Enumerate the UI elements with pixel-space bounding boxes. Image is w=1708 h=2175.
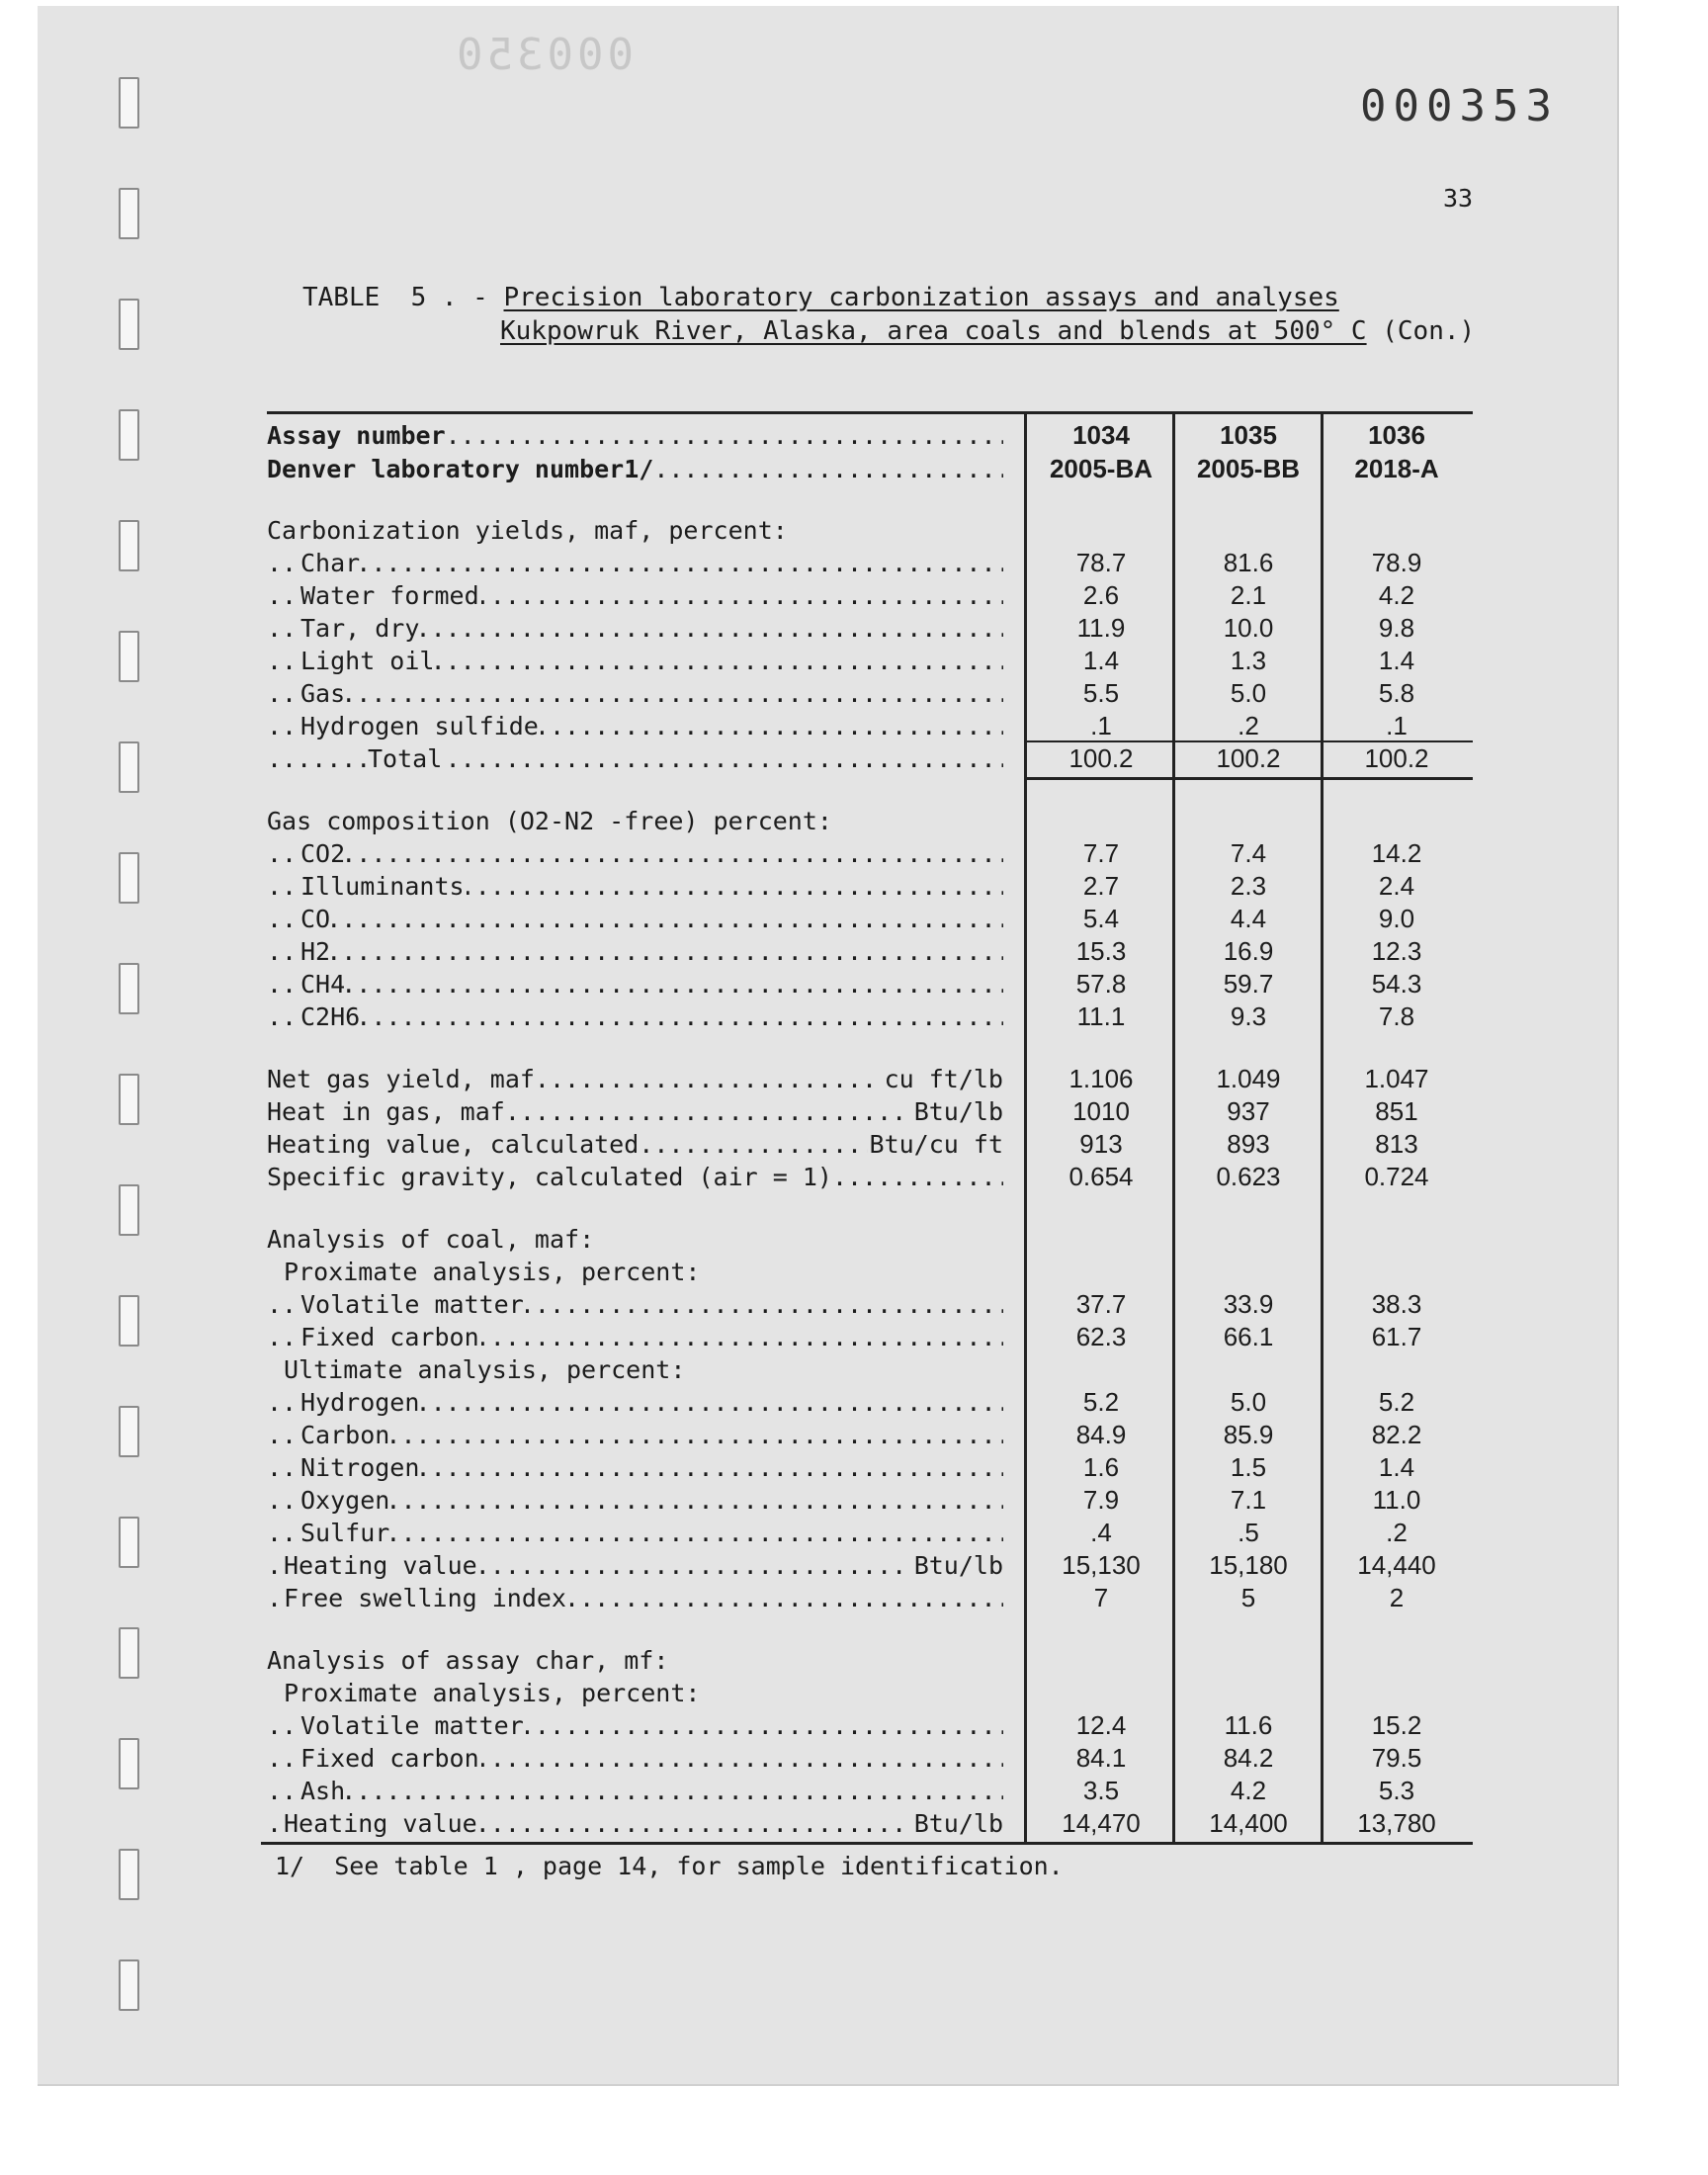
table-row — [267, 645, 1473, 677]
table-row — [267, 1709, 1473, 1742]
row-label — [267, 968, 1003, 1000]
row-label — [267, 419, 1003, 452]
cell-value: 38.3 — [1371, 1289, 1422, 1319]
row-label-text: Ash — [300, 1777, 346, 1805]
row-label — [267, 1484, 1003, 1517]
table-row — [267, 1095, 1473, 1128]
row-label — [267, 1128, 1003, 1161]
row-label-text: Heating value — [284, 1551, 477, 1580]
table-row — [267, 1128, 1473, 1161]
cell-value: 893 — [1227, 1129, 1270, 1159]
row-label — [267, 1386, 1003, 1419]
table-row — [267, 935, 1473, 968]
row-label-text: Hydrogen sulfide — [300, 712, 539, 740]
footnote: 1/ See table 1 , page 14, for sample identification. — [275, 1852, 1064, 1880]
row-label-text: Proximate analysis, percent: — [284, 1258, 701, 1286]
cell-value: 0.654 — [1068, 1162, 1134, 1191]
cell-value: 1036 — [1368, 420, 1425, 450]
cell-value: 1.4 — [1082, 646, 1120, 675]
row-label-text: Denver laboratory number1/ — [267, 455, 654, 483]
caption-suffix: (Con.) — [1366, 316, 1476, 346]
row-label-text: Specific gravity, calculated (air = 1) — [267, 1163, 832, 1191]
row-label-text: Gas composition (O2-N2 -free) percent: — [267, 807, 832, 835]
header-row — [267, 453, 1473, 485]
cell-value: 0.724 — [1364, 1162, 1429, 1191]
binder-hole — [119, 77, 139, 129]
cell-value: 78.9 — [1371, 548, 1422, 577]
cell-value: 84.2 — [1223, 1743, 1274, 1773]
header-row — [267, 419, 1473, 452]
cell-value: .1 — [1386, 711, 1408, 740]
binder-hole — [119, 1295, 139, 1347]
cell-value: 5.5 — [1082, 678, 1120, 708]
row-unit: Btu/lb — [913, 1097, 1003, 1126]
binder-hole — [119, 741, 139, 793]
row-label-text: Carbonization yields, maf, percent: — [267, 516, 788, 545]
row-label-text: Assay number — [267, 421, 446, 450]
cell-value: 2 — [1389, 1583, 1405, 1612]
row-label-text: Free swelling index — [284, 1584, 566, 1612]
cell-value: 2005-BA — [1049, 454, 1153, 483]
binder-hole — [119, 299, 139, 350]
cell-value: 7.8 — [1378, 1001, 1415, 1031]
cell-value: 2005-BB — [1196, 454, 1301, 483]
row-label-text: Volatile matter — [300, 1711, 524, 1740]
row-label-text: Illuminants — [300, 872, 465, 901]
cell-value: .1 — [1090, 711, 1112, 740]
binder-hole — [119, 1849, 139, 1900]
cell-value: 4.2 — [1230, 1776, 1267, 1805]
cell-value: 16.9 — [1223, 936, 1274, 966]
row-label-text: Oxygen — [300, 1486, 390, 1515]
row-label-text: Heat in gas, maf — [267, 1097, 505, 1126]
table-row — [267, 1742, 1473, 1775]
table-row — [267, 805, 1473, 837]
row-label-text: C2H6 — [300, 1002, 361, 1031]
binder-hole — [119, 1406, 139, 1457]
cell-value: 82.2 — [1371, 1420, 1422, 1449]
table-row — [267, 1161, 1473, 1193]
row-label — [267, 1063, 1003, 1095]
cell-value: 13,780 — [1357, 1808, 1436, 1838]
cell-value: 851 — [1375, 1096, 1418, 1126]
cell-value: 37.7 — [1075, 1289, 1127, 1319]
row-label — [267, 677, 1003, 710]
row-label — [267, 1321, 1003, 1353]
row-unit: Btu/lb — [913, 1809, 1003, 1838]
data-table — [267, 411, 1473, 1870]
cell-value: 85.9 — [1223, 1420, 1274, 1449]
table-row — [267, 1256, 1473, 1288]
row-label-text: Gas — [300, 679, 346, 708]
row-label — [267, 1517, 1003, 1549]
table-row — [267, 903, 1473, 935]
row-label — [267, 579, 1003, 612]
table-row — [267, 547, 1473, 579]
cell-value: 9.3 — [1230, 1001, 1267, 1031]
cell-value: .5 — [1238, 1518, 1259, 1547]
row-label — [267, 1000, 1003, 1033]
row-label — [267, 870, 1003, 903]
cell-value: 54.3 — [1371, 969, 1422, 999]
cell-value: 81.6 — [1223, 548, 1274, 577]
row-unit: cu ft/lb — [884, 1065, 1003, 1093]
cell-value: 62.3 — [1075, 1322, 1127, 1351]
cell-value: 9.8 — [1378, 613, 1415, 643]
row-label — [267, 1582, 1003, 1614]
row-label — [267, 612, 1003, 645]
row-label-text: CO2 — [300, 839, 346, 868]
table-row — [267, 677, 1473, 710]
cell-value: 2018-A — [1354, 454, 1439, 483]
row-label — [267, 1161, 1003, 1193]
row-label-text: Analysis of coal, maf: — [267, 1225, 595, 1254]
total-bottom-rule — [1024, 777, 1473, 780]
binder-hole — [119, 1627, 139, 1679]
cell-value: 937 — [1227, 1096, 1270, 1126]
table-row — [267, 1321, 1473, 1353]
table-row — [267, 870, 1473, 903]
cell-value: 2.3 — [1230, 871, 1267, 901]
cell-value: 9.0 — [1378, 904, 1415, 933]
cell-value: 10.0 — [1223, 613, 1274, 643]
binder-hole — [119, 520, 139, 571]
cell-value: 2.7 — [1082, 871, 1120, 901]
row-label — [267, 1095, 1003, 1128]
row-label-text: Volatile matter — [300, 1290, 524, 1319]
table-row — [267, 742, 1473, 775]
cell-value: 5.8 — [1378, 678, 1415, 708]
cell-value: 1034 — [1072, 420, 1130, 450]
cell-value: 1.5 — [1230, 1452, 1267, 1482]
table-row — [267, 1000, 1473, 1033]
binder-hole — [119, 963, 139, 1014]
cell-value: 11.1 — [1076, 1001, 1126, 1031]
table-row — [267, 1063, 1473, 1095]
cell-value: .4 — [1090, 1518, 1112, 1547]
cell-value: 1010 — [1072, 1096, 1130, 1126]
cell-value: 12.4 — [1075, 1710, 1127, 1740]
row-label-text: CO — [300, 905, 331, 933]
row-label-text: Total — [368, 744, 443, 773]
table-row — [267, 1644, 1473, 1677]
cell-value: 1.4 — [1378, 646, 1415, 675]
table-row — [267, 1677, 1473, 1709]
row-label — [267, 1807, 1003, 1840]
cell-value: 1.6 — [1082, 1452, 1120, 1482]
table-row — [267, 514, 1473, 547]
cell-value: 7 — [1093, 1583, 1109, 1612]
cell-value: 1.4 — [1378, 1452, 1415, 1482]
row-unit: Btu/cu ft — [869, 1130, 1003, 1159]
binder-holes — [119, 77, 148, 2044]
row-unit: Btu/lb — [913, 1551, 1003, 1580]
cell-value: 1.3 — [1230, 646, 1267, 675]
row-label-text: Tar, dry — [300, 614, 420, 643]
row-label — [267, 1419, 1003, 1451]
cell-value: 5.2 — [1082, 1387, 1120, 1417]
cell-value: 15.3 — [1075, 936, 1127, 966]
table-row — [267, 1419, 1473, 1451]
row-label-text: Analysis of assay char, mf: — [267, 1646, 669, 1675]
document-page — [38, 6, 1619, 2084]
cell-value: 14,470 — [1062, 1808, 1141, 1838]
row-label — [267, 1709, 1003, 1742]
table-row — [267, 579, 1473, 612]
row-label — [267, 547, 1003, 579]
row-label-text: H2 — [300, 937, 331, 966]
row-label-text: Heating value — [284, 1809, 477, 1838]
cell-value: 100.2 — [1216, 743, 1281, 773]
binder-hole — [119, 1074, 139, 1125]
row-label — [267, 1288, 1003, 1321]
cell-value: 5 — [1240, 1583, 1256, 1612]
table-row — [267, 837, 1473, 870]
row-label — [267, 1451, 1003, 1484]
row-label — [267, 710, 1003, 742]
cell-value: 5.2 — [1378, 1387, 1415, 1417]
cell-value: 5.0 — [1230, 1387, 1267, 1417]
row-label — [267, 837, 1003, 870]
row-label-text: Carbon — [300, 1421, 390, 1449]
row-label-text: Char — [300, 549, 361, 577]
cell-value: 14.2 — [1371, 838, 1422, 868]
cell-value: .2 — [1386, 1518, 1408, 1547]
cell-value: 84.1 — [1075, 1743, 1127, 1773]
row-label — [267, 1256, 1003, 1288]
binder-hole — [119, 1738, 139, 1789]
bleed-through-stamp: 000350 — [453, 30, 634, 80]
table-row — [267, 1386, 1473, 1419]
row-label-text: Light oil — [300, 647, 435, 675]
cell-value: 11.6 — [1224, 1710, 1273, 1740]
cell-value: 12.3 — [1371, 936, 1422, 966]
page-stamp-number: 000353 — [1360, 81, 1559, 131]
table-row — [267, 612, 1473, 645]
cell-value: 4.4 — [1230, 904, 1267, 933]
table-row — [267, 1353, 1473, 1386]
row-label — [267, 1644, 1003, 1677]
binder-hole — [119, 409, 139, 461]
row-label — [267, 1775, 1003, 1807]
cell-value: 57.8 — [1075, 969, 1127, 999]
row-label-text: Hydrogen — [300, 1388, 420, 1417]
row-label-text: Ultimate analysis, percent: — [284, 1355, 686, 1384]
cell-value: 5.0 — [1230, 678, 1267, 708]
binder-hole — [119, 1184, 139, 1236]
table-row — [267, 1223, 1473, 1256]
table-caption — [302, 281, 1548, 348]
row-label — [267, 645, 1003, 677]
table-row — [267, 1549, 1473, 1582]
cell-value: 0.623 — [1216, 1162, 1281, 1191]
row-label — [267, 742, 1003, 775]
table-top-rule — [267, 411, 1473, 414]
cell-value: 1.047 — [1364, 1064, 1429, 1093]
cell-value: 5.3 — [1378, 1776, 1415, 1805]
cell-value: 913 — [1079, 1129, 1123, 1159]
table-bottom-rule — [261, 1842, 1473, 1845]
table-row — [267, 1517, 1473, 1549]
cell-value: 2.4 — [1378, 871, 1415, 901]
cell-value: 15.2 — [1371, 1710, 1422, 1740]
cell-value: 813 — [1375, 1129, 1418, 1159]
row-label-text: Heating value, calculated — [267, 1130, 640, 1159]
table-row — [267, 1451, 1473, 1484]
cell-value: 7.9 — [1082, 1485, 1120, 1515]
row-label-text: Net gas yield, maf — [267, 1065, 535, 1093]
caption-title-line1: Precision laboratory carbonization assays and analyses — [503, 283, 1339, 312]
cell-value: 7.7 — [1082, 838, 1120, 868]
table-row — [267, 1288, 1473, 1321]
cell-value: 61.7 — [1371, 1322, 1422, 1351]
row-label-text: Water formed — [300, 581, 479, 610]
row-label — [267, 903, 1003, 935]
row-label — [267, 1677, 1003, 1709]
cell-value: 66.1 — [1223, 1322, 1274, 1351]
cell-value: 7.1 — [1230, 1485, 1267, 1515]
cell-value: 14,400 — [1209, 1808, 1288, 1838]
cell-value: 33.9 — [1223, 1289, 1274, 1319]
row-label-text: Proximate analysis, percent: — [284, 1679, 701, 1707]
binder-hole — [119, 188, 139, 239]
cell-value: 1.106 — [1068, 1064, 1134, 1093]
row-label — [267, 453, 1003, 485]
row-label-text: CH4 — [300, 970, 346, 999]
cell-value: .2 — [1238, 711, 1259, 740]
cell-value: 78.7 — [1075, 548, 1127, 577]
cell-value: 5.4 — [1082, 904, 1120, 933]
table-row — [267, 1484, 1473, 1517]
row-label — [267, 1742, 1003, 1775]
table-row — [267, 1807, 1473, 1840]
cell-value: 15,180 — [1209, 1550, 1288, 1580]
table-row — [267, 1582, 1473, 1614]
cell-value: 15,130 — [1062, 1550, 1141, 1580]
cell-value: 100.2 — [1364, 743, 1429, 773]
binder-hole — [119, 1959, 139, 2011]
caption-prefix: TABLE 5 . - — [302, 283, 504, 312]
table-row — [267, 1775, 1473, 1807]
cell-value: 11.0 — [1372, 1485, 1421, 1515]
cell-value: 11.9 — [1076, 613, 1126, 643]
cell-value: 59.7 — [1223, 969, 1274, 999]
cell-value: 4.2 — [1378, 580, 1415, 610]
cell-value: 100.2 — [1068, 743, 1134, 773]
cell-value: 7.4 — [1230, 838, 1267, 868]
cell-value: 2.1 — [1230, 580, 1267, 610]
page-number: 33 — [1443, 184, 1474, 213]
table-row — [267, 710, 1473, 742]
cell-value: 1035 — [1220, 420, 1277, 450]
cell-value: 79.5 — [1371, 1743, 1422, 1773]
row-label-text: Fixed carbon — [300, 1744, 479, 1773]
cell-value: 3.5 — [1082, 1776, 1120, 1805]
cell-value: 2.6 — [1082, 580, 1120, 610]
table-row — [267, 968, 1473, 1000]
row-label-text: Sulfur — [300, 1519, 390, 1547]
row-label — [267, 1353, 1003, 1386]
cell-value: 14,440 — [1357, 1550, 1436, 1580]
caption-title-line2: Kukpowruk River, Alaska, area coals and blends at 500° C — [500, 316, 1367, 346]
row-label-text: Fixed carbon — [300, 1323, 479, 1351]
row-label — [267, 805, 1003, 837]
row-label — [267, 935, 1003, 968]
cell-value: 84.9 — [1075, 1420, 1127, 1449]
cell-value: 1.049 — [1216, 1064, 1281, 1093]
binder-hole — [119, 631, 139, 682]
row-label-text: Nitrogen — [300, 1453, 420, 1482]
binder-hole — [119, 1517, 139, 1568]
row-label — [267, 514, 1003, 547]
row-label — [267, 1549, 1003, 1582]
binder-hole — [119, 852, 139, 904]
row-label — [267, 1223, 1003, 1256]
